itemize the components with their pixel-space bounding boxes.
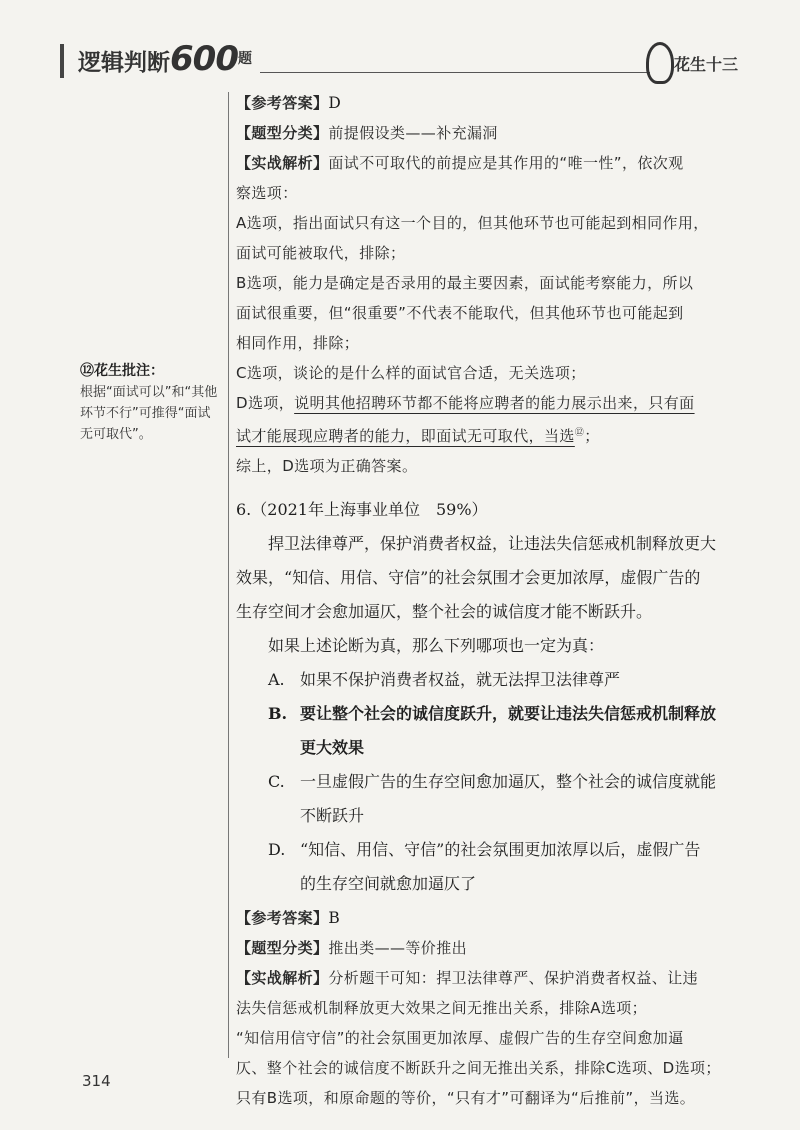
analysis-text: 分析题干可知：捍卫法律尊严、保护消费者权益、让违 bbox=[328, 969, 699, 987]
book-title-text: 逻辑判断 bbox=[78, 50, 170, 76]
main-column bbox=[236, 88, 736, 1113]
option-text: 的生存空间就愈加逼仄了 bbox=[300, 874, 477, 893]
analysis-line bbox=[236, 963, 736, 993]
question-stem: 捍卫法律尊严，保护消费者权益，让违法失信惩戒机制释放更大 bbox=[268, 534, 717, 553]
analysis-line: “知信用信守信”的社会氛围更加浓厚、虚假广告的生存空间愈加逼 bbox=[236, 1029, 684, 1047]
option-letter: C. bbox=[268, 772, 285, 791]
answer-line bbox=[236, 903, 736, 933]
option-text: 更大效果 bbox=[300, 738, 365, 757]
analysis-line bbox=[236, 388, 736, 418]
option-b bbox=[236, 697, 736, 765]
peanut-icon bbox=[646, 42, 674, 84]
underlined-text: 说明其他招聘环节都不能将应聘者的能力展示出来，只有面 bbox=[294, 394, 695, 412]
analysis-line bbox=[236, 148, 736, 178]
option-letter: B. bbox=[268, 704, 288, 723]
question-stem: 生存空间才会愈加逼仄，整个社会的诚信度才能不断跃升。 bbox=[236, 602, 653, 621]
analysis-line: 只有B选项，和原命题的等价，“只有才”可翻译为“后推前”，当选。 bbox=[236, 1089, 696, 1107]
question-prompt: 如果上述论断为真，那么下列哪项也一定为真： bbox=[268, 636, 605, 655]
option-text: 不断跃升 bbox=[300, 806, 365, 825]
type-value: 推出类——等价推出 bbox=[328, 939, 468, 957]
analysis-line: 面试可能被取代，排除； bbox=[236, 244, 406, 262]
side-note-title: ⑫花生批注： bbox=[80, 363, 164, 379]
punctuation: ； bbox=[584, 427, 600, 445]
side-note bbox=[80, 360, 220, 445]
analysis-line: 面试很重要，但“很重要”不代表不能取代，但其他环节也可能起到 bbox=[236, 304, 684, 322]
option-d bbox=[236, 833, 736, 901]
book-number: 600 bbox=[170, 39, 238, 79]
header-rule bbox=[260, 72, 650, 73]
book-title bbox=[60, 39, 252, 79]
analysis-tag: 【实战解析】 bbox=[236, 154, 329, 172]
type-tag: 【题型分类】 bbox=[236, 939, 329, 957]
option-d-prefix: D选项， bbox=[236, 394, 295, 412]
analysis-line bbox=[236, 418, 736, 451]
option-letter: A. bbox=[268, 670, 285, 689]
analysis-line: 察选项： bbox=[236, 184, 298, 202]
option-text: 要让整个社会的诚信度跃升，就要让违法失信惩戒机制释放 bbox=[300, 704, 717, 723]
analysis-line: B选项，能力是确定是否录用的最主要因素，面试能考察能力，所以 bbox=[236, 274, 694, 292]
side-note-body: 根据“面试可以”和“其他环节不行”可推得“面试无可取代”。 bbox=[80, 385, 218, 442]
option-c bbox=[236, 765, 736, 833]
option-letter: D. bbox=[268, 840, 286, 859]
option-text: “知信、用信、守信”的社会氛围更加浓厚以后，虚假广告 bbox=[300, 840, 701, 859]
note-marker: ⑫ bbox=[574, 428, 585, 438]
analysis-line: 综上，D选项为正确答案。 bbox=[236, 457, 418, 475]
book-suffix: 题 bbox=[237, 51, 252, 67]
page-number: 314 bbox=[82, 1072, 111, 1090]
analysis-text: 面试不可取代的前提应是其作用的“唯一性”，依次观 bbox=[328, 154, 684, 172]
answer-value: D bbox=[328, 94, 341, 112]
type-tag: 【题型分类】 bbox=[236, 124, 329, 142]
analysis-line: 法失信惩戒机制释放更大效果之间无推出关系，排除A选项； bbox=[236, 999, 648, 1017]
question-stem: 效果，“知信、用信、守信”的社会氛围才会更加浓厚，虚假广告的 bbox=[236, 568, 701, 587]
type-line bbox=[236, 118, 736, 148]
underlined-text: 试才能展现应聘者的能力，即面试无可取代，当选 bbox=[236, 427, 575, 445]
option-text: 一旦虚假广告的生存空间愈加逼仄，整个社会的诚信度就能 bbox=[300, 772, 717, 791]
answer-tag: 【参考答案】 bbox=[236, 94, 329, 112]
type-line bbox=[236, 933, 736, 963]
analysis-line: C选项，谈论的是什么样的面试官合适，无关选项； bbox=[236, 364, 586, 382]
page-header bbox=[0, 0, 800, 95]
question-header: 6.（2021年上海事业单位 59%） bbox=[236, 500, 488, 519]
analysis-line: A选项，指出面试只有这一个目的，但其他环节也可能起到相同作用， bbox=[236, 214, 709, 232]
option-a bbox=[236, 663, 736, 697]
answer-value: B bbox=[328, 909, 340, 927]
option-text: 如果不保护消费者权益，就无法捍卫法律尊严 bbox=[300, 670, 621, 689]
brand-text: 花生十三 bbox=[674, 55, 739, 74]
brand-logo bbox=[640, 42, 760, 82]
analysis-line: 相同作用，排除； bbox=[236, 334, 360, 352]
margin-divider bbox=[228, 92, 229, 1058]
answer-tag: 【参考答案】 bbox=[236, 909, 329, 927]
analysis-line: 仄、整个社会的诚信度不断跃升之间无推出关系，排除C选项、D选项； bbox=[236, 1059, 721, 1077]
type-value: 前提假设类——补充漏洞 bbox=[328, 124, 498, 142]
analysis-tag: 【实战解析】 bbox=[236, 969, 329, 987]
answer-line bbox=[236, 88, 736, 118]
